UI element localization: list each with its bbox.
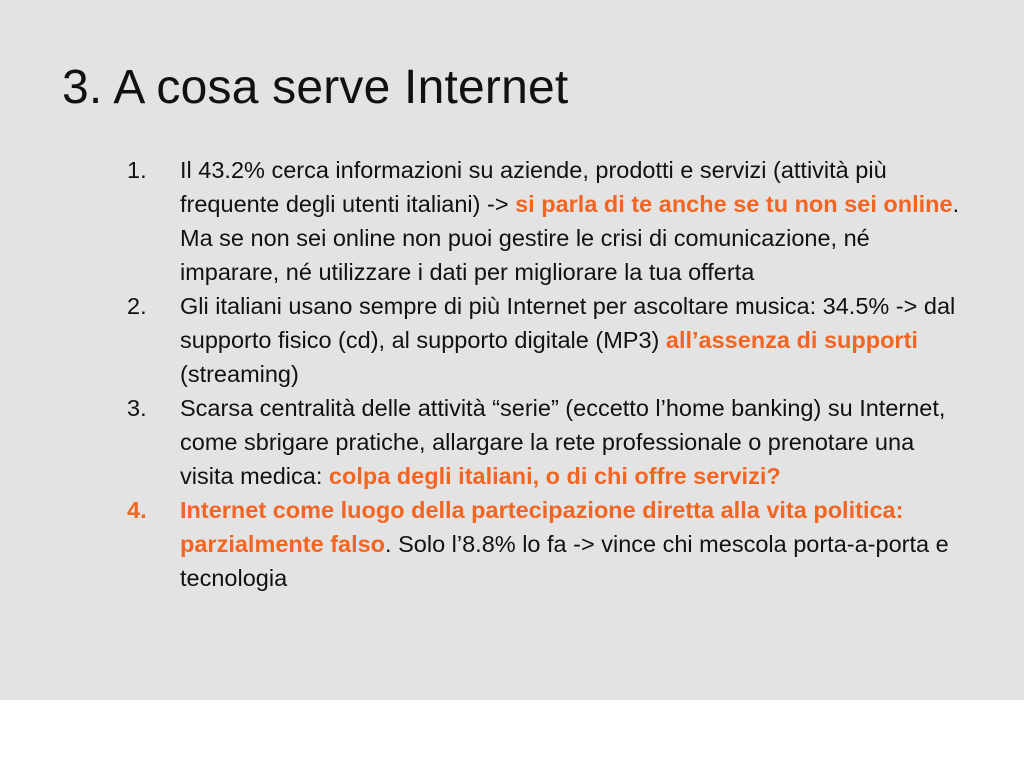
bullet-list [127, 153, 970, 595]
item-text [180, 157, 959, 285]
footer-band [0, 700, 1024, 768]
list-item-1 [127, 153, 970, 289]
item-text-start: Il 43.2% cerca informazioni su aziende, prodotti e servizi (attività più frequente degli utenti italiani) -> [180, 157, 887, 217]
slide-title: 3. A cosa serve Internet [62, 61, 569, 114]
item-text-start: Gli italiani usano sempre di più Internet per ascoltare musica: 34.5% -> dal supporto fisico (cd), al supporto digitale (MP3) [180, 293, 956, 353]
item-highlight: colpa degli italiani, o di chi offre servizi? [328, 463, 781, 489]
item-number: 3. [127, 395, 147, 421]
item-number: 4. [127, 497, 147, 523]
list-item-3 [127, 391, 970, 493]
item-text [180, 395, 945, 489]
item-text-end: . Solo l’8.8% lo fa -> vince chi mescola porta-a-porta e tecnologia [180, 531, 949, 591]
item-text [180, 497, 949, 591]
item-highlight: Internet come luogo della partecipazione diretta alla vita politica: parzialmente falso [180, 497, 904, 557]
list-item-4 [127, 493, 970, 595]
item-text-end: (streaming) [180, 361, 299, 387]
item-text-end: . Ma se non sei online non puoi gestire le crisi di comunicazione, né imparare, né utilizzare i dati per migliorare la tua offerta [180, 191, 960, 285]
item-text [180, 293, 955, 387]
item-number: 2. [127, 293, 147, 319]
item-text-start: Scarsa centralità delle attività “serie” (eccetto l’home banking) su Internet, come sbrigare pratiche, allargare la rete professionale o prenotare una visita medica: [180, 395, 946, 489]
item-highlight: si parla di te anche se tu non sei online [515, 191, 953, 217]
item-highlight: all’assenza di supporti [665, 327, 918, 353]
list-item-2 [127, 289, 970, 391]
item-number: 1. [127, 157, 147, 183]
